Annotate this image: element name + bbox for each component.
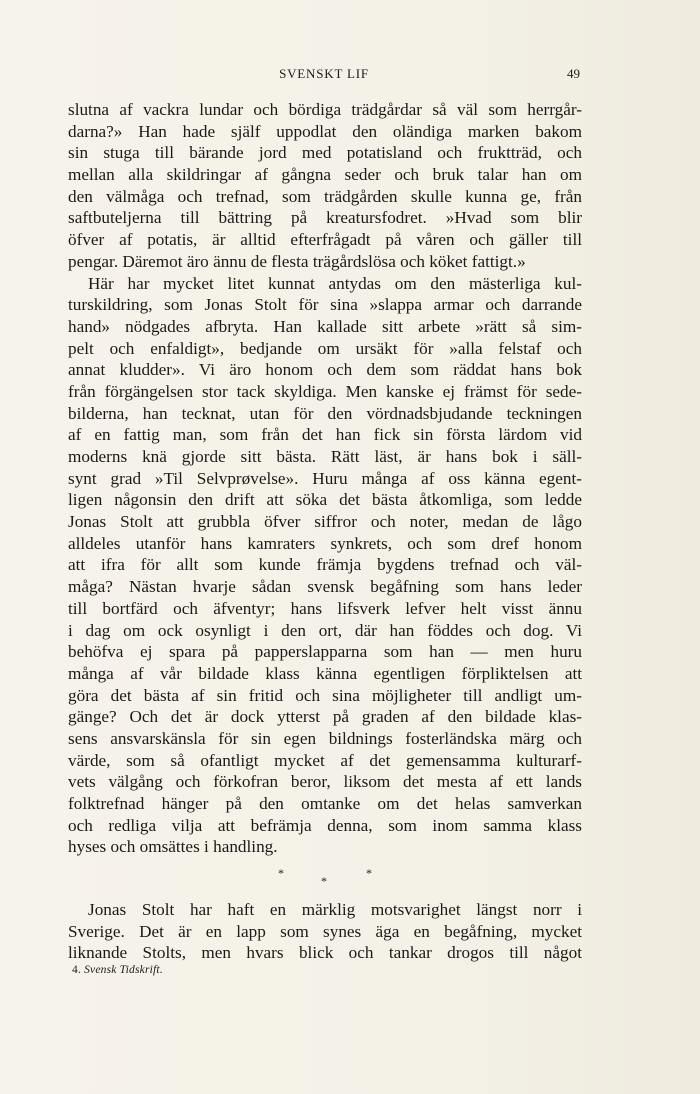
text-line: pengar. Däremot äro ännu de flesta trägårdslösa och köket fattigt.» bbox=[68, 251, 526, 271]
text-line: moderns knä gjorde sitt bästa. Rätt läst, är hans bok i säll- bbox=[68, 447, 582, 466]
text-line: till bortfärd och äfventyr; hans lifsverk lefver helt visst ännu bbox=[68, 598, 582, 618]
text-line: bilderna, han tecknat, utan för den vördnadsbjudande teckningen bbox=[68, 403, 582, 423]
text-line: göra det bästa af sin fritid och sina möjligheter till andligt um- bbox=[68, 685, 582, 705]
text-line: saftbuteljerna till bättring på kreatursfodret. »Hvad som blir bbox=[68, 208, 582, 228]
text-line: sens ansvarskänsla för sin egen bildnings fosterländska märg och bbox=[68, 728, 582, 748]
signature-number: 4. bbox=[72, 964, 82, 976]
text-line: Sverige. Det är en lapp som synes äga en begåfning, mycket bbox=[68, 921, 582, 941]
page-number: 49 bbox=[567, 66, 580, 81]
text-line: den välmåga och trefnad, som trädgården skulle kunna ge, från bbox=[68, 186, 582, 206]
text-line: darna?» Han hade själf uppodlat den oländiga marken bakom bbox=[68, 121, 582, 141]
text-line: vets välgång och förkofran beror, liksom det mesta af ett lands bbox=[68, 772, 582, 792]
text-line: att ifra för allt som kunde främja bygdens trefnad och väl- bbox=[68, 555, 582, 575]
running-header bbox=[68, 66, 580, 86]
text-line: hyses och omsättes i handling. bbox=[68, 837, 278, 857]
text-line: liknande Stolts, men hvars blick och tankar drogos till något bbox=[68, 943, 582, 963]
text-line: i dag om ock osynligt i den ort, där han föddes och dog. Vi bbox=[68, 620, 582, 640]
asterisk: * bbox=[321, 874, 327, 888]
printer-signature bbox=[72, 964, 163, 976]
text-line: Jonas Stolt att grubbla öfver siffror och noter, medan de lågo bbox=[68, 512, 582, 532]
text-line: många af vår bildade klass känna egentligen förpliktelsen att bbox=[68, 663, 582, 683]
text-line: från förgängelsen stor tack skyldiga. Men kanske ej främst för sede- bbox=[68, 381, 582, 401]
next-section-text bbox=[68, 899, 582, 964]
text-line: gänge? Och det är dock ytterst på graden af den bildade klas- bbox=[68, 707, 582, 727]
text-line: behöfva ej spara på papperslapparna som han — men huru bbox=[68, 642, 582, 662]
journal-name: Svensk Tidskrift. bbox=[84, 964, 163, 976]
section-separator bbox=[0, 866, 700, 890]
text-line: mellan alla skildringar af gångna seder och bruk talar han om bbox=[68, 165, 582, 185]
text-line: pelt och enfaldigt», bedjande om ursäkt för »alla felstaf och bbox=[68, 338, 582, 358]
asterisk: * bbox=[366, 866, 372, 880]
text-line: öfver af potatis, är alltid efterfrågadt på våren och gäller till bbox=[68, 230, 582, 250]
text-line: ligen någonsin den drift att söka det bästa åtkomliga, som ledde bbox=[68, 490, 582, 510]
text-line: och redliga vilja att befrämja denna, som inom samma klass bbox=[68, 815, 582, 835]
text-line: sin stuga till bärande jord med potatisland och fruktträd, och bbox=[68, 143, 582, 163]
text-line: alldeles utanför hans kamraters synkrets, och som dref honom bbox=[68, 533, 582, 553]
text-line: turskildring, som Jonas Stolt för sina »slappa armar och darrande bbox=[68, 295, 582, 315]
text-line: folktrefnad hänger på den omtanke om det helas samverkan bbox=[68, 794, 582, 813]
text-line: slutna af vackra lundar och bördiga trädgårdar så väl som herrgår- bbox=[68, 100, 582, 119]
text-line: annat kludder». Vi äro honom och dem som räddat hans bok bbox=[68, 360, 582, 380]
main-text bbox=[68, 99, 582, 858]
text-line: hand» nödgades afbryta. Han kallade sitt arbete »rätt så sim- bbox=[68, 316, 582, 336]
text-line: värde, som så ofantligt mycket af det gemensamma kulturarf- bbox=[68, 750, 582, 770]
text-line: Här har mycket litet kunnat antydas om den mästerliga kul- bbox=[88, 273, 582, 293]
text-line: synt grad »Til Selvprøvelse». Huru många af oss känna egent- bbox=[68, 468, 582, 488]
text-line: Jonas Stolt har haft en märklig motsvarighet längst norr i bbox=[88, 900, 582, 919]
asterisk: * bbox=[278, 866, 284, 880]
running-title: SVENSKT LIF bbox=[279, 66, 369, 81]
text-line: måga? Nästan hvarje sådan svensk begåfning som hans leder bbox=[68, 577, 582, 597]
text-line: af en fattig man, som från det han fick sin första lärdom vid bbox=[68, 425, 582, 445]
